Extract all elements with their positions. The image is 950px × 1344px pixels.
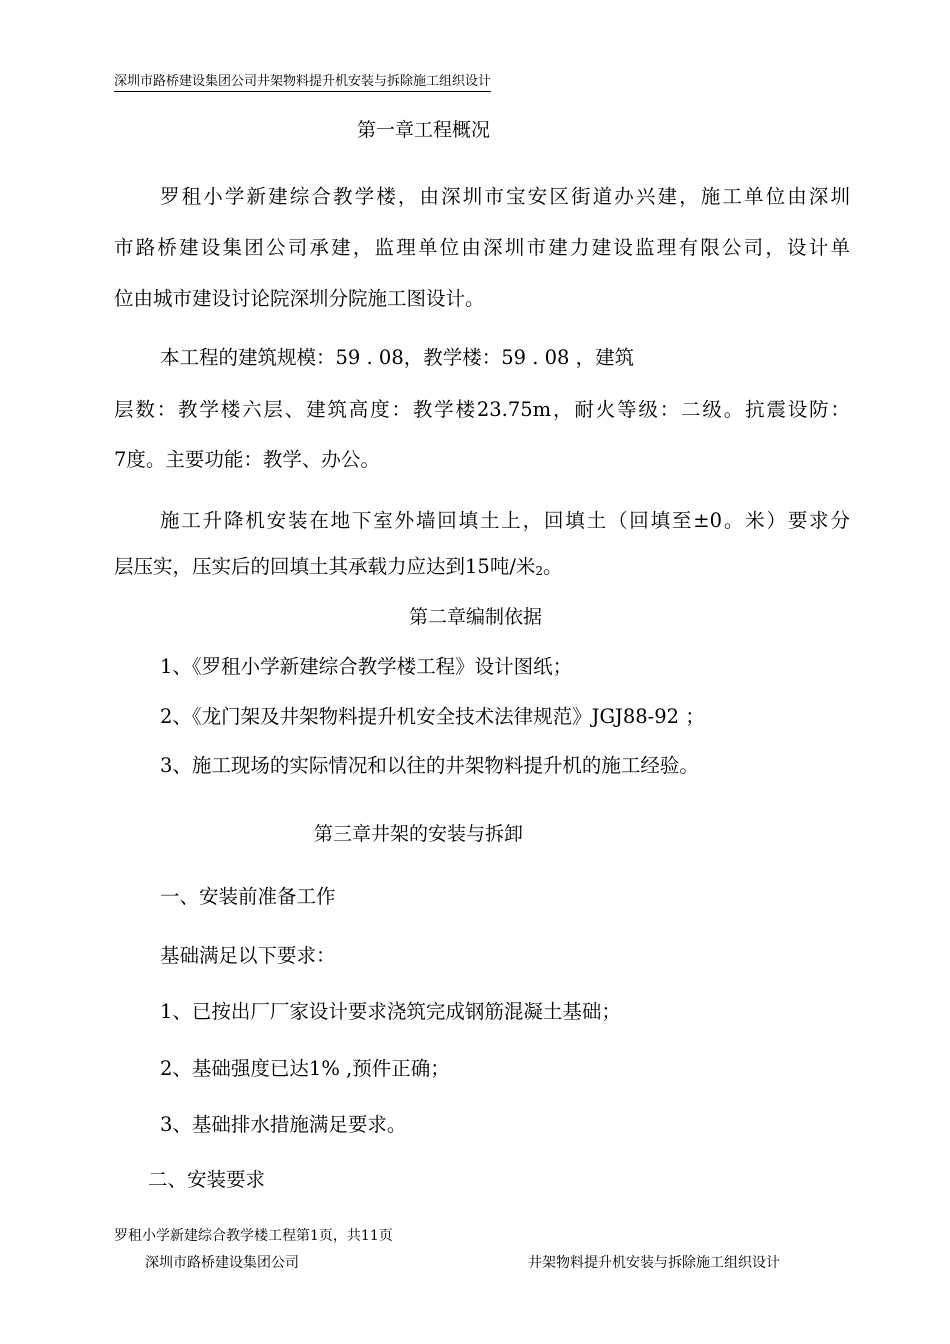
text-line: 罗租小学新建综合教学楼，由深圳市宝安区街道办兴建，施工单位由深圳	[160, 185, 850, 208]
text-line: 本工程的建筑规模：59 . 08，教学楼：59 . 08 ，建筑	[160, 346, 635, 369]
page-number-footer: 罗租小学新建综合教学楼工程第1页，共11页	[114, 1228, 393, 1244]
running-header: 深圳市路桥建设集团公司井架物料提升机安装与拆除施工组织设计	[114, 74, 491, 92]
superscript-unit: 2	[535, 564, 544, 578]
footer-company: 深圳市路桥建设集团公司	[145, 1255, 299, 1271]
chapter-1-title: 第一章工程概况	[357, 119, 491, 141]
footer-document-title: 井架物料提升机安装与拆除施工组织设计	[528, 1255, 780, 1271]
section-heading: 一、安装前准备工作	[160, 885, 336, 908]
list-item: 1、《罗租小学新建综合教学楼工程》设计图纸；	[160, 655, 573, 678]
list-item: 3、施工现场的实际情况和以往的井架物料提升机的施工经验。	[160, 754, 699, 777]
list-item: 3、基础排水措施满足要求。	[160, 1113, 407, 1136]
list-item: 2、基础强度已达1% ,预件正确；	[160, 1057, 450, 1080]
list-item: 2、《龙门架及井架物料提升机安全技术法律规范》JGJ88-92 ；	[160, 705, 705, 728]
text-line: 位由城市建设讨论院深圳分院施工图设计。	[114, 287, 485, 310]
chapter-3-title: 第三章井架的安装与拆卸	[314, 823, 524, 845]
text-line: 施工升降机安装在地下室外墙回填土上，回填土（回填至±0。米）要求分	[160, 509, 850, 532]
list-item: 1、已按出厂厂家设计要求浇筑完成钢筋混凝土基础；	[160, 1000, 621, 1023]
text-line	[114, 553, 563, 585]
section-heading: 二、安装要求	[148, 1168, 266, 1191]
text-line: 7度。主要功能：教学、办公。	[114, 448, 380, 471]
text-line: 市路桥建设集团公司承建，监理单位由深圳市建力建设监理有限公司，设计单	[114, 236, 850, 259]
text-run: 层压实，压实后的回填土其承载力应达到15吨/米	[114, 555, 536, 578]
text-run: 。	[543, 555, 563, 578]
text-line: 层数：教学楼六层、建筑高度：教学楼23.75m，耐火等级：二级。抗震设防：	[114, 398, 850, 421]
chapter-2-title: 第二章编制依据	[409, 606, 543, 628]
text-line: 基础满足以下要求：	[160, 944, 336, 967]
